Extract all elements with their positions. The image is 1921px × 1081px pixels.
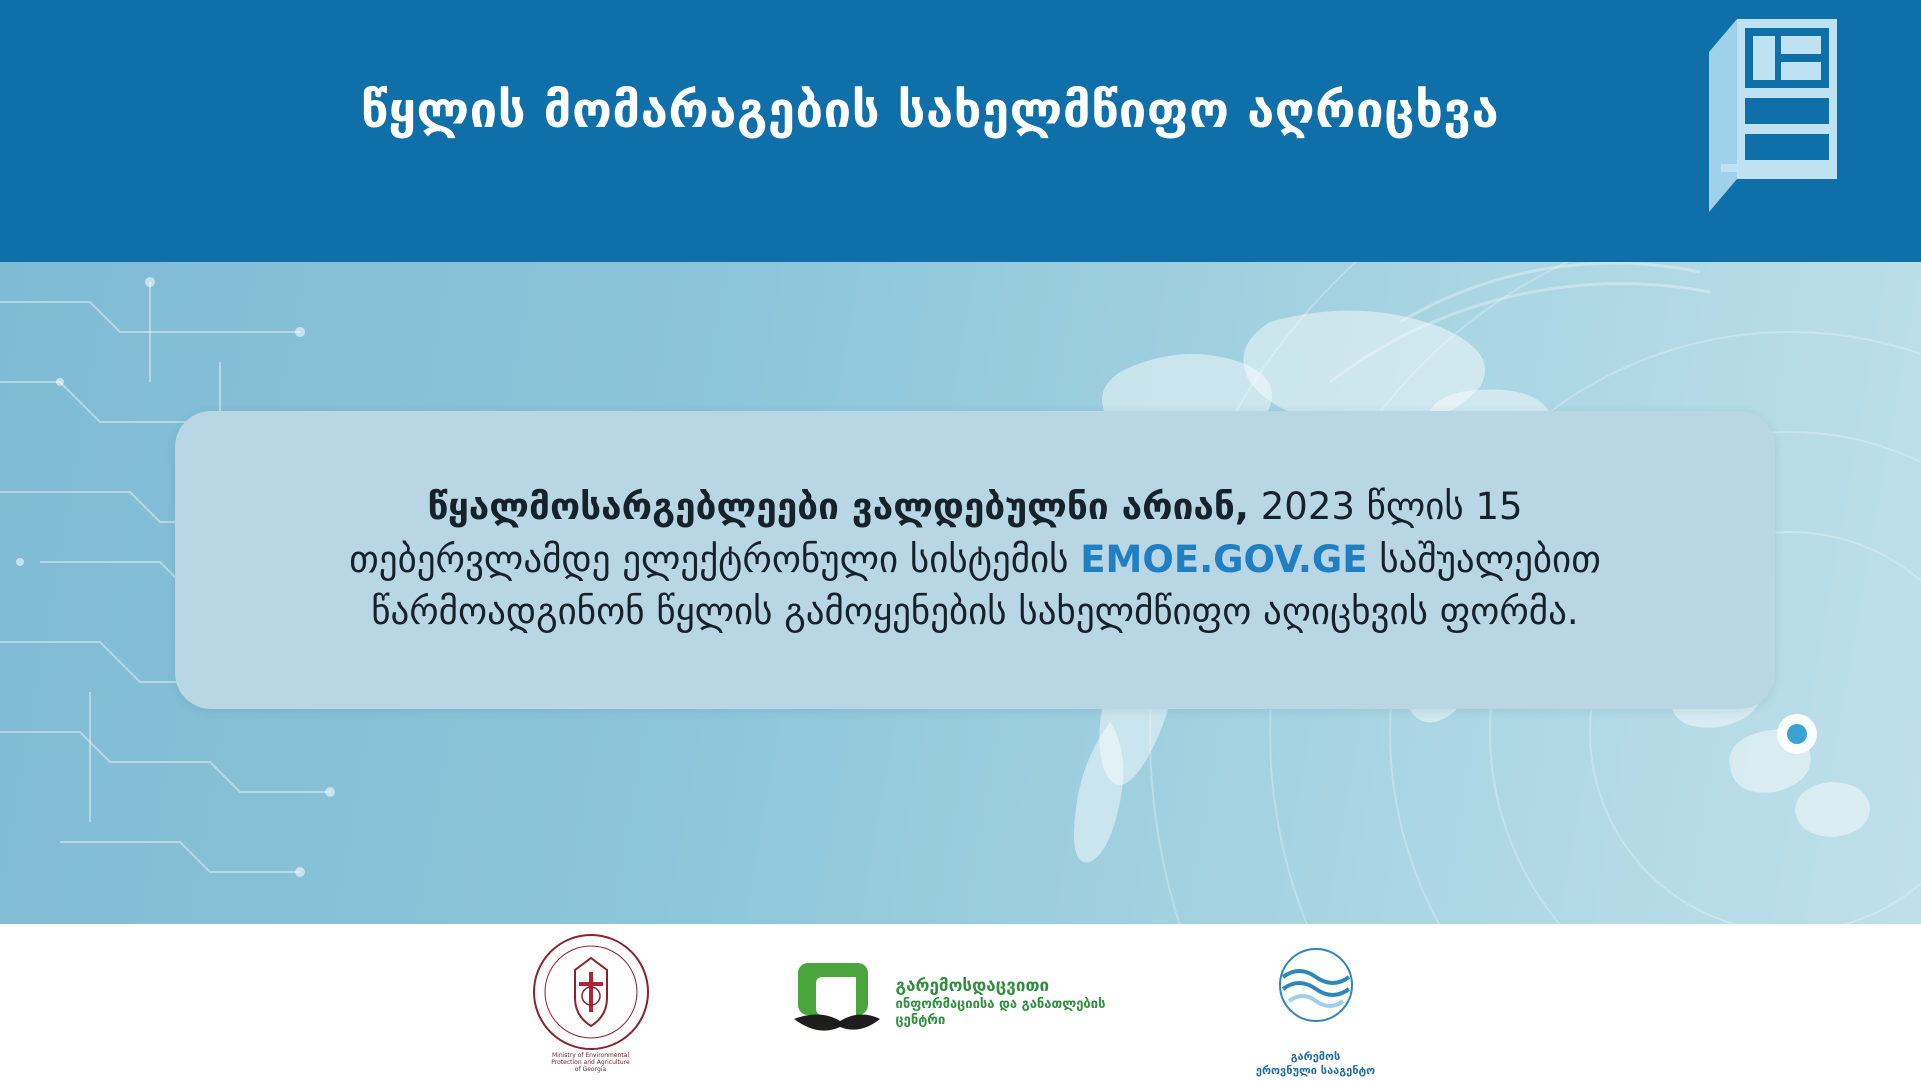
- announcement-text: [295, 481, 1655, 639]
- ministry-of-environment-logo: [531, 943, 651, 1074]
- environmental-information-education-centre-logo: [781, 948, 1111, 1058]
- page-title: წყლის მომარაგების სახელმწიფო აღრიცხვა: [360, 82, 1500, 139]
- announcement-card: [175, 411, 1775, 709]
- footer-logo-bar: [0, 924, 1921, 1081]
- water-waves-icon: [1241, 928, 1391, 1048]
- ministry-caption-line3: of Georgia: [574, 1066, 607, 1074]
- national-water-agency-logo: [1241, 943, 1391, 1077]
- ministry-seal-icon: [531, 932, 651, 1052]
- eiec-line3: ცენტრი: [895, 1013, 946, 1029]
- eiec-line1: გარემოსდაცვითი: [895, 975, 1050, 996]
- eiec-book-icon: [786, 953, 886, 1053]
- ministry-caption-line2: Protection and Agriculture: [551, 1058, 630, 1066]
- water-agency-line2: ეროვნული სააგენტო: [1255, 1063, 1376, 1077]
- header-banner: [0, 0, 1921, 262]
- water-agency-caption: [1256, 1050, 1375, 1078]
- ministry-caption-line1: Ministry of Environmental: [551, 1051, 630, 1059]
- eiec-text-block: [896, 976, 1106, 1030]
- cabinet-icon: [1707, 14, 1857, 229]
- announcement-bold-lead: წყალმოსარგებლეები ვალდებულნი არიან,: [427, 485, 1249, 529]
- announcement-part-2: საშუალებით წარმოადგინონ წყლის გამოყენების სახელმწიფო აღიცხვის ფორმა.: [371, 537, 1601, 634]
- emoe-portal-link[interactable]: EMOE.GOV.GE: [1080, 537, 1368, 581]
- water-agency-line1: გარემოს: [1290, 1049, 1341, 1063]
- eiec-line2: ინფორმაციისა და განათლების: [895, 996, 1106, 1012]
- ministry-caption: [551, 1052, 629, 1074]
- announcement-part-1: 2023 წლის 15 თებერვლამდე ელექტრონული სისტემის: [349, 485, 1523, 581]
